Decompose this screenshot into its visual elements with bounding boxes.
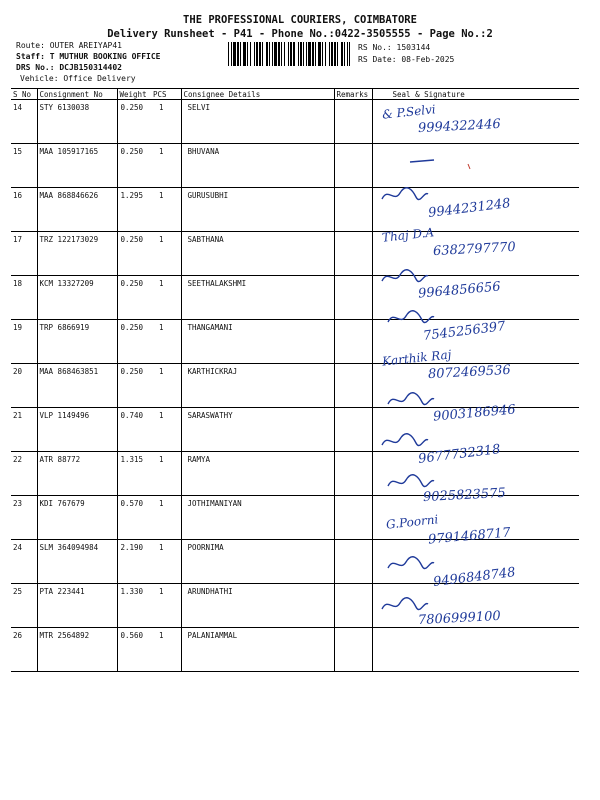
signature-name: Thaj D.A (381, 225, 435, 245)
remarks-cell (334, 408, 372, 452)
remarks-cell (334, 144, 372, 188)
col-consignment: Consignment No (37, 89, 117, 100)
sno-cell: 22 (11, 452, 37, 496)
sno-cell: 18 (11, 276, 37, 320)
table-row (11, 584, 579, 628)
signature-name: & P.Selvi (381, 102, 437, 122)
sno-cell: 23 (11, 496, 37, 540)
sno-cell: 26 (11, 628, 37, 672)
company-title: THE PROFESSIONAL COURIERS, COIMBATORE (183, 14, 417, 26)
table-row (11, 452, 579, 496)
table-row (11, 100, 579, 144)
barcode-icon (228, 42, 350, 66)
rs-date: RS Date: 08-Feb-2025 (358, 55, 455, 64)
weight-cell: 1.295 (117, 188, 151, 232)
sno-cell: 19 (11, 320, 37, 364)
signature-cell (372, 364, 579, 408)
weight-cell: 1.330 (117, 584, 151, 628)
pcs-cell: 1 (151, 188, 181, 232)
weight-cell: 1.315 (117, 452, 151, 496)
signature-phone: 7545256397 (422, 319, 507, 344)
signature-phone: 9964856656 (417, 279, 502, 302)
signature-cell (372, 408, 579, 452)
remarks-cell (334, 364, 372, 408)
signature-cell (372, 276, 579, 320)
signature-phone: 9025823575 (422, 485, 507, 506)
table-row (11, 320, 579, 364)
pcs-cell: 1 (151, 540, 181, 584)
consignment-cell: KDI 767679 (37, 496, 117, 540)
remarks-cell (334, 584, 372, 628)
signature-cell (372, 540, 579, 584)
pcs-cell: 1 (151, 144, 181, 188)
col-signature: Seal & Signature (372, 89, 579, 100)
weight-cell: 0.250 (117, 364, 151, 408)
consignee-cell: PALANIAMMAL (181, 628, 334, 672)
consignee-cell: GURUSUBHI (181, 188, 334, 232)
col-pcs: PCS (151, 89, 181, 100)
weight-cell: 2.190 (117, 540, 151, 584)
remarks-cell (334, 628, 372, 672)
col-remarks: Remarks (334, 89, 372, 100)
weight-cell: 0.740 (117, 408, 151, 452)
signature-phone: 9496848748 (432, 565, 517, 590)
consignment-cell: TRZ 122173029 (37, 232, 117, 276)
consignee-cell: BHUVANA (181, 144, 334, 188)
remarks-cell (334, 540, 372, 584)
pcs-cell: 1 (151, 452, 181, 496)
weight-cell: 0.250 (117, 320, 151, 364)
signature-phone: 9994322446 (417, 116, 502, 137)
consignment-cell: SLM 364094984 (37, 540, 117, 584)
signature-phone: 9677732318 (417, 442, 502, 467)
signature-cell (372, 188, 579, 232)
signature-cell (372, 320, 579, 364)
weight-cell: 0.250 (117, 100, 151, 144)
consignment-cell: ATR 88772 (37, 452, 117, 496)
signature-name: Karthik Raj (381, 347, 453, 369)
col-sno: S No (11, 89, 37, 100)
sno-cell: 14 (11, 100, 37, 144)
runsheet-title: Delivery Runsheet - P41 - Phone No.:0422-3505555 - Page No.:2 (107, 28, 493, 40)
signature-cell (372, 496, 579, 540)
consignee-cell: POORNIMA (181, 540, 334, 584)
signature-cell (372, 144, 579, 188)
table-row (11, 496, 579, 540)
consignee-cell: SARASWATHY (181, 408, 334, 452)
pcs-cell: 1 (151, 364, 181, 408)
signature-phone: 9003186946 (432, 402, 517, 425)
signature-phone: 8072469536 (427, 362, 512, 383)
sno-cell: 20 (11, 364, 37, 408)
col-consignee: Consignee Details (181, 89, 334, 100)
table-header (11, 89, 579, 100)
consignee-cell: SEETHALAKSHMI (181, 276, 334, 320)
consignment-cell: MAA 105917165 (37, 144, 117, 188)
consignment-cell: TRP 6866919 (37, 320, 117, 364)
runsheet-table (11, 88, 579, 672)
remarks-cell (334, 276, 372, 320)
consignee-cell: ARUNDHATHI (181, 584, 334, 628)
table-row (11, 144, 579, 188)
sno-cell: 25 (11, 584, 37, 628)
table-row (11, 188, 579, 232)
remarks-cell (334, 452, 372, 496)
rs-number: RS No.: 1503144 (358, 43, 431, 52)
sno-cell: 17 (11, 232, 37, 276)
table-row (11, 364, 579, 408)
consignment-cell: MAA 868463851 (37, 364, 117, 408)
remarks-cell (334, 188, 372, 232)
sno-cell: 16 (11, 188, 37, 232)
vehicle-label: Vehicle: Office Delivery (20, 74, 136, 83)
consignee-cell: SELVI (181, 100, 334, 144)
remarks-cell (334, 232, 372, 276)
col-weight: Weight (117, 89, 151, 100)
signature-cell (372, 452, 579, 496)
pcs-cell: 1 (151, 584, 181, 628)
pcs-cell: 1 (151, 496, 181, 540)
signature-phone: 9944231248 (427, 196, 512, 221)
signature-cell (372, 584, 579, 628)
signature-phone: 9791468717 (427, 525, 512, 548)
weight-cell: 0.250 (117, 276, 151, 320)
consignment-cell: PTA 223441 (37, 584, 117, 628)
weight-cell: 0.570 (117, 496, 151, 540)
consignee-cell: JOTHIMANIYAN (181, 496, 334, 540)
sno-cell: 15 (11, 144, 37, 188)
remarks-cell (334, 496, 372, 540)
pcs-cell: 1 (151, 408, 181, 452)
consignment-cell: MAA 868846626 (37, 188, 117, 232)
remarks-cell (334, 320, 372, 364)
table-row (11, 232, 579, 276)
consignment-cell: STY 6130038 (37, 100, 117, 144)
weight-cell: 0.560 (117, 628, 151, 672)
consignment-cell: VLP 1149496 (37, 408, 117, 452)
consignee-cell: RAMYA (181, 452, 334, 496)
signature-cell (372, 628, 579, 672)
signature-name: G.Poorni (385, 512, 439, 532)
pcs-cell: 1 (151, 232, 181, 276)
signature-phone: 6382797770 (432, 239, 517, 260)
weight-cell: 0.250 (117, 232, 151, 276)
table-row (11, 276, 579, 320)
pcs-cell: 1 (151, 100, 181, 144)
table-row (11, 540, 579, 584)
signature-cell (372, 100, 579, 144)
sno-cell: 24 (11, 540, 37, 584)
consignee-cell: KARTHICKRAJ (181, 364, 334, 408)
consignee-cell: SABTHANA (181, 232, 334, 276)
signature-cell (372, 232, 579, 276)
pcs-cell: 1 (151, 320, 181, 364)
table-row (11, 408, 579, 452)
consignment-cell: KCM 13327209 (37, 276, 117, 320)
pcs-cell: 1 (151, 628, 181, 672)
signature-phone: 7806999100 (417, 608, 502, 629)
consignment-cell: MTR 2564892 (37, 628, 117, 672)
consignee-cell: THANGAMANI (181, 320, 334, 364)
drs-label: DRS No.: DCJB150314402 (16, 63, 122, 72)
remarks-cell (334, 100, 372, 144)
pcs-cell: 1 (151, 276, 181, 320)
sno-cell: 21 (11, 408, 37, 452)
staff-label: Staff: T MUTHUR BOOKING OFFICE (16, 52, 161, 61)
weight-cell: 0.250 (117, 144, 151, 188)
table-row (11, 628, 579, 672)
route-label: Route: OUTER AREIYAP41 (16, 41, 122, 50)
